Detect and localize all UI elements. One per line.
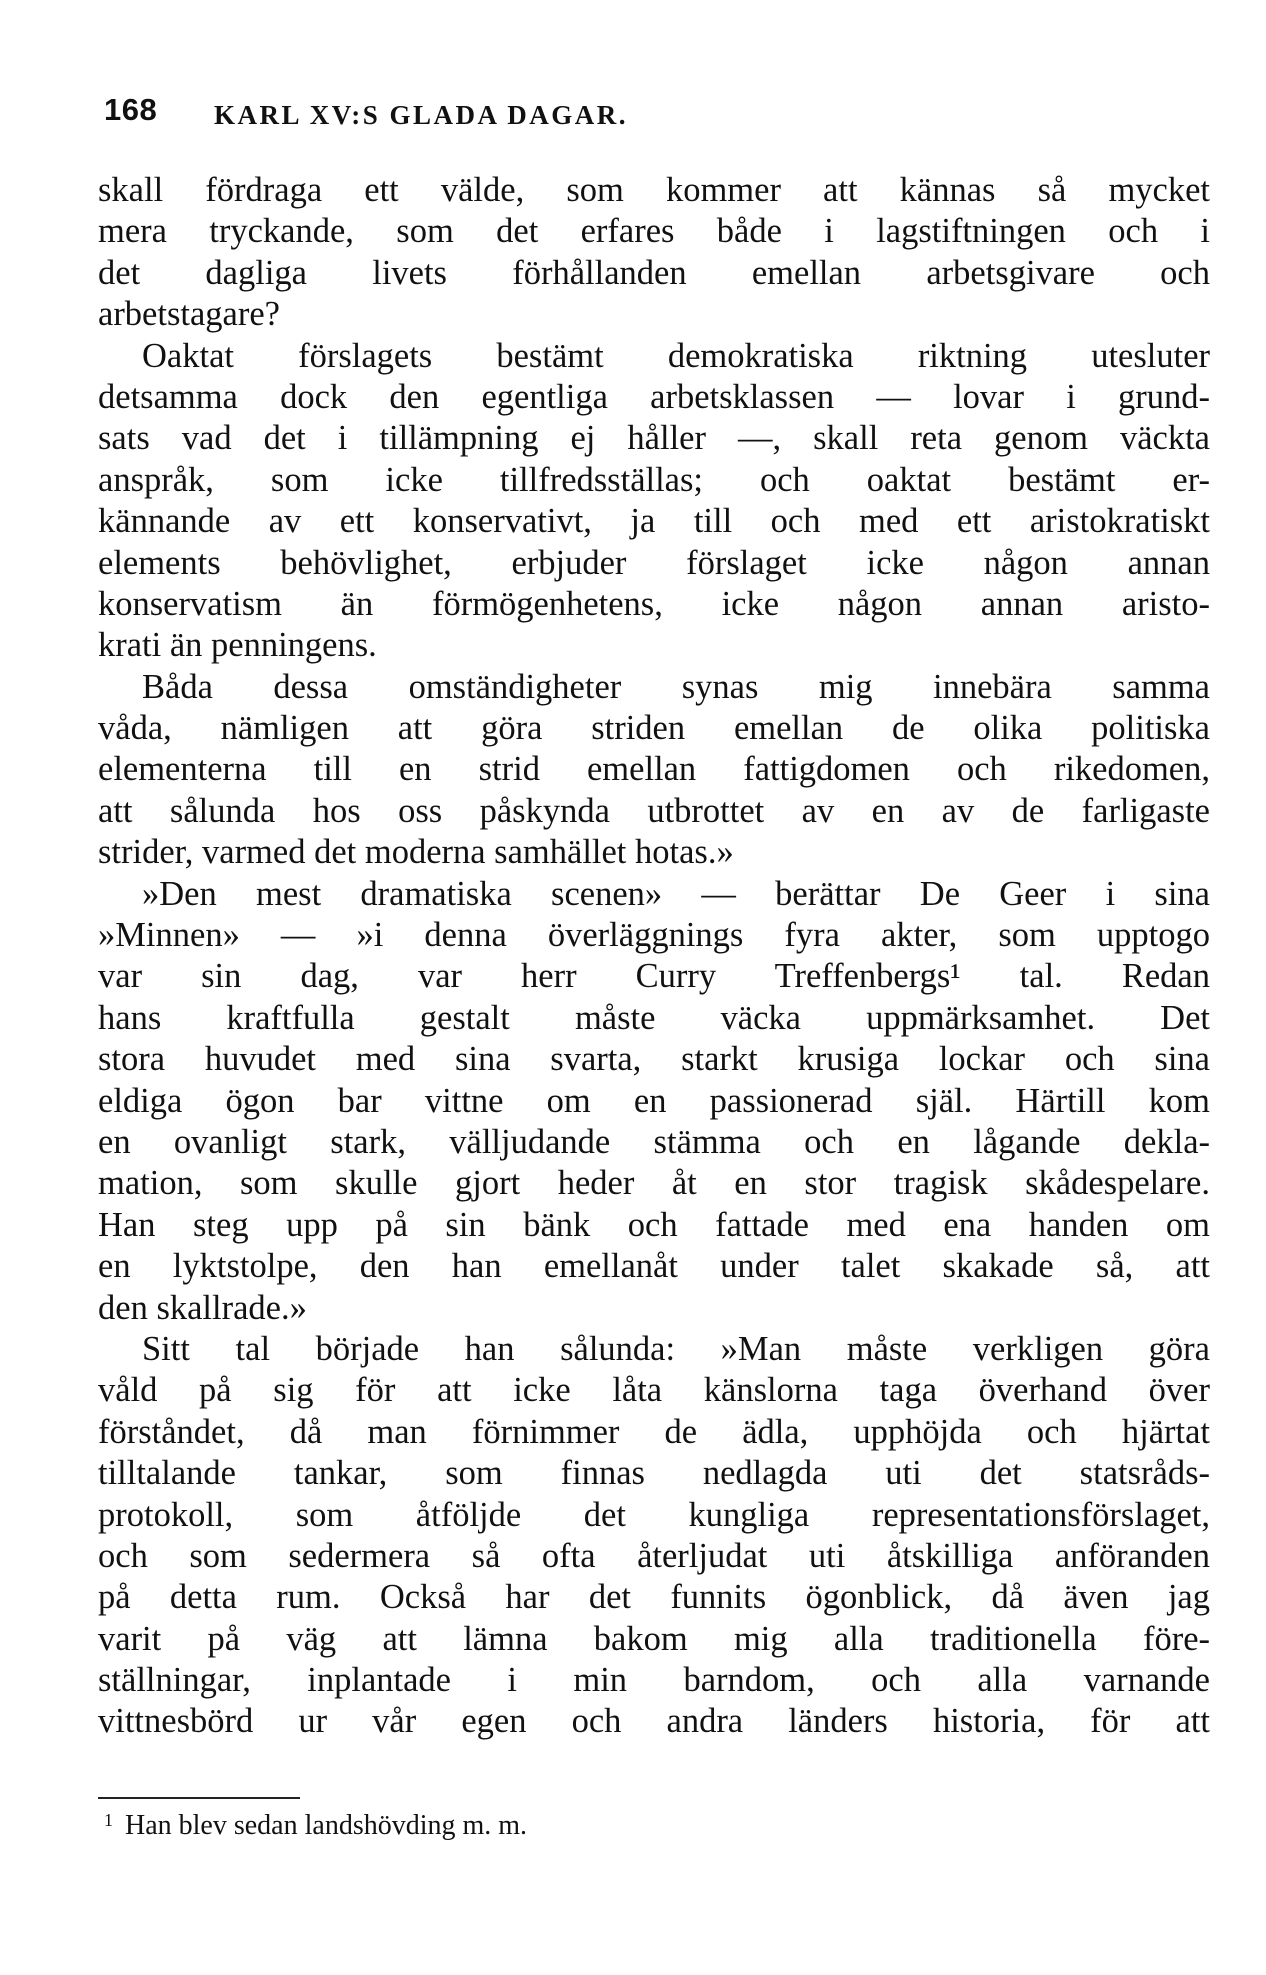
text-line: på detta rum. Också har det funnits ögonblick, då även jag	[98, 1578, 1210, 1617]
text-line: att sålunda hos oss påskynda utbrottet av en av de farligaste	[98, 791, 1210, 830]
text-line: stora huvudet med sina svarta, starkt krusiga lockar och sina	[98, 1040, 1210, 1079]
text-line: en lyktstolpe, den han emellanåt under talet skakade så, att	[98, 1247, 1210, 1286]
text-line: Han steg upp på sin bänk och fattade med ena handen om	[98, 1205, 1210, 1244]
text-line: vittnesbörd ur vår egen och andra länders historia, för att	[98, 1702, 1210, 1741]
text-line: »Minnen» — »i denna överläggnings fyra akter, som upptogo	[98, 916, 1210, 955]
text-line: varit på väg att lämna bakom mig alla traditionella före-	[98, 1619, 1210, 1658]
text-line: Oaktat förslagets bestämt demokratiska riktning utesluter	[142, 336, 1210, 375]
text-line: detsamma dock den egentliga arbetsklassen — lovar i grund-	[98, 377, 1210, 416]
footnote-text: Han blev sedan landshövding m. m.	[125, 1810, 528, 1841]
text-line: konservatism än förmögenhetens, icke någon annan aristo-	[98, 584, 1210, 623]
text-line: elementerna till en strid emellan fattigdomen och rikedomen,	[98, 750, 1210, 789]
text-line: krati än penningens.	[98, 626, 377, 665]
text-line: mera tryckande, som det erfares både i lagstiftningen och i	[98, 212, 1210, 251]
text-line: ställningar, inplantade i min barndom, och alla varnande	[98, 1661, 1210, 1700]
body-text	[98, 170, 1210, 1743]
text-line: den skallrade.»	[98, 1288, 307, 1327]
text-line: skall fördraga ett välde, som kommer att kännas så mycket	[98, 171, 1210, 209]
text-line: våda, nämligen att göra striden emellan de olika politiska	[98, 709, 1210, 748]
text-line: det dagliga livets förhållanden emellan arbetsgivare och	[98, 253, 1210, 292]
text-line: och som sedermera så ofta återljudat uti åtskilliga anföranden	[98, 1536, 1210, 1575]
text-line: en ovanligt stark, välljudande stämma och en lågande dekla-	[98, 1122, 1210, 1161]
text-line: Sitt tal började han sålunda: »Man måste verkligen göra	[142, 1329, 1210, 1368]
text-line: sats vad det i tillämpning ej håller —, skall reta genom väckta	[98, 419, 1210, 458]
footnote-marker: 1	[104, 1810, 113, 1830]
footnote-divider	[98, 1797, 300, 1799]
text-line: anspråk, som icke tillfredsställas; och oaktat bestämt er-	[98, 460, 1210, 499]
running-head: KARL XV:S GLADA DAGAR.	[214, 100, 629, 130]
text-line: förståndet, då man förnimmer de ädla, upphöjda och hjärtat	[98, 1412, 1210, 1451]
text-line: var sin dag, var herr Curry Treffenbergs¹ tal. Redan	[98, 957, 1210, 996]
page-header	[104, 88, 1212, 132]
text-line: tilltalande tankar, som finnas nedlagda uti det statsråds-	[98, 1454, 1210, 1493]
text-line: hans kraftfulla gestalt måste väcka uppmärksamhet. Det	[98, 998, 1210, 1037]
text-line: kännande av ett konservativt, ja till och med ett aristokratiskt	[98, 502, 1210, 541]
text-line: elements behövlighet, erbjuder förslaget icke någon annan	[98, 543, 1210, 582]
text-line: protokoll, som åtföljde det kungliga representationsförslaget,	[98, 1495, 1210, 1534]
text-line: Båda dessa omständigheter synas mig innebära samma	[142, 667, 1210, 706]
page-number: 168	[104, 92, 158, 127]
text-line: eldiga ögon bar vittne om en passionerad själ. Härtill kom	[98, 1081, 1210, 1120]
text-line: strider, varmed det moderna samhället hotas.»	[98, 833, 734, 872]
footnote	[104, 1810, 527, 1842]
text-line: våld på sig för att icke låta känslorna taga överhand över	[98, 1371, 1210, 1410]
text-line: »Den mest dramatiska scenen» — berättar De Geer i sina	[142, 874, 1210, 913]
text-line: mation, som skulle gjort heder åt en stor tragisk skådespelare.	[98, 1164, 1210, 1203]
text-line: arbetstagare?	[98, 295, 280, 334]
